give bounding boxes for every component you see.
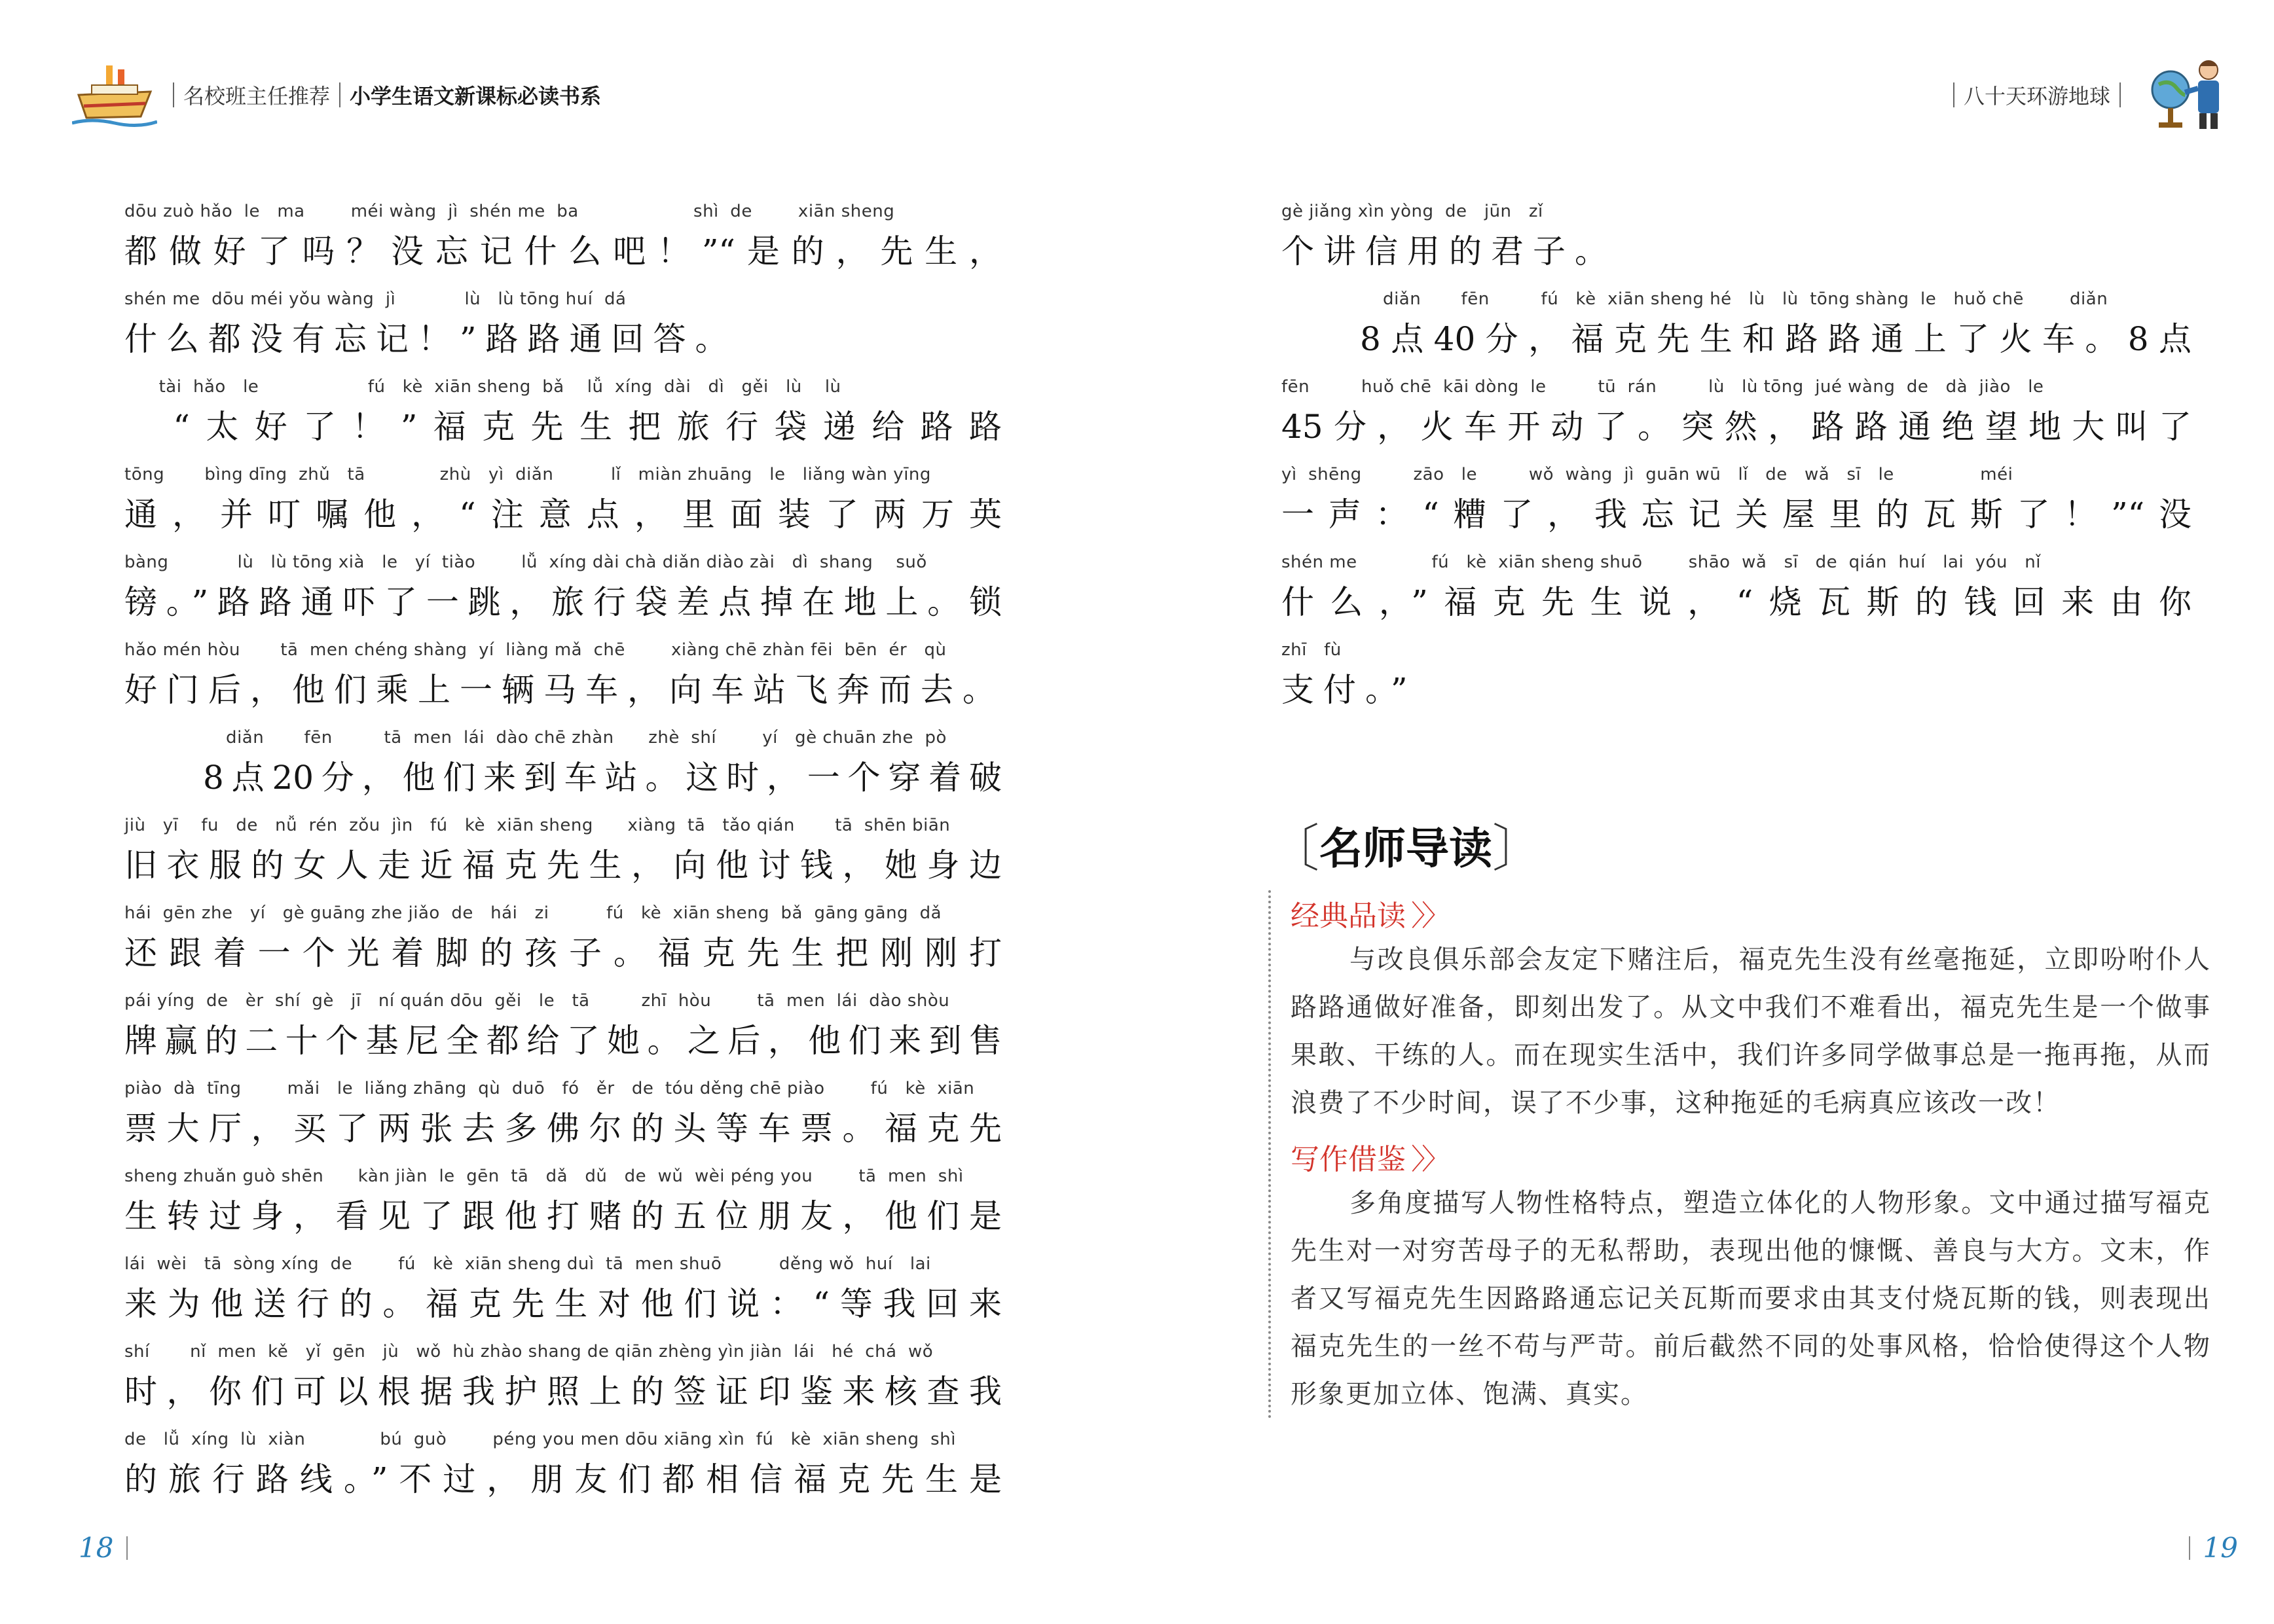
series-label: 小学生语文新课标必读书系 bbox=[350, 84, 602, 109]
hanzi-row: 都做好了吗？没忘记什么吧！”“是的，先生， bbox=[124, 232, 1002, 270]
hanzi-row: 8点20分，他们来到车站。这时，一个穿着破 bbox=[203, 759, 1002, 797]
pinyin-row: diǎn fēn fú kè xiān sheng hé lù lù tōng shàng le huǒ chē diǎn bbox=[1360, 289, 2108, 309]
classic-reading-paragraph: 与改良俱乐部会友定下赌注后，福克先生没有丝毫拖延，立即吩咐仆人路路通做好准备，即刻出发了。从文中我们不难看出，福克先生是一个做事果敢、干练的人。而在现实生活中，我们许多同学做事总是一拖再拖，从而浪费了不少时间，误了不少事，这种拖延的毛病真应该改一改！ bbox=[1291, 945, 2211, 1118]
text-line bbox=[1281, 547, 2191, 635]
book-title-label: 八十天环游地球 bbox=[1963, 84, 2110, 109]
pinyin-row: shén me fú kè xiān sheng shuō shāo wǎ sī de qián huí lai yóu nǐ bbox=[1281, 552, 2041, 572]
hanzi-row: 票大厅，买了两张去多佛尔的头等车票。福克先 bbox=[124, 1110, 1002, 1147]
guide-title bbox=[1268, 812, 2211, 877]
hanzi-row: 还跟着一个光着脚的孩子。福克先生把刚刚打 bbox=[124, 934, 1002, 972]
text-line bbox=[1281, 372, 2191, 460]
hanzi-row: 来为他送行的。福克先生对他们说：“等我回来 bbox=[124, 1285, 1002, 1323]
ship-logo-icon bbox=[72, 59, 157, 131]
page-number-separator bbox=[126, 1536, 128, 1560]
teacher-guide-section bbox=[1268, 812, 2211, 1425]
text-line bbox=[124, 1161, 1002, 1249]
text-line bbox=[124, 547, 1002, 635]
hanzi-row: “太好了！”福克先生把旅行袋递给路路 bbox=[124, 408, 1002, 446]
text-line bbox=[124, 635, 1002, 723]
writing-reference-paragraph: 多角度描写人物性格特点，塑造立体化的人物形象。文中通过描写福克先生对一对穷苦母子的无私帮助，表现出他的慷慨、善良与大方。文末，作者又写福克先生因路路通忘记关瓦斯而要求由其支付烧瓦斯的钱，则表现出福克先生的一丝不苟与严苛。前后截然不同的处事风格，恰恰使得这个人物形象更加立体、饱满、真实。 bbox=[1291, 1188, 2211, 1409]
right-bracket-icon: 〕 bbox=[1492, 820, 1544, 878]
page-number-value: 18 bbox=[79, 1532, 114, 1564]
pinyin-row: jiù yī fu de nǚ rén zǒu jìn fú kè xiān sheng xiàng tā tǎo qián tā shēn biān bbox=[124, 816, 951, 835]
text-line bbox=[1281, 196, 2191, 284]
hanzi-row: 什么都没有忘记！”路路通回答。 bbox=[124, 320, 737, 358]
left-bracket-icon: 〔 bbox=[1268, 820, 1320, 878]
pinyin-row: hǎo mén hòu tā men chéng shàng yí liàng mǎ chē xiàng chē zhàn fēi bēn ér qù bbox=[124, 640, 947, 660]
pinyin-row: hái gēn zhe yí gè guāng zhe jiǎo de hái zi fú kè xiān sheng bǎ gāng gāng dǎ bbox=[124, 903, 942, 923]
hanzi-row: 一声：“糟了，我忘记关屋里的瓦斯了！”“没 bbox=[1281, 496, 2191, 533]
hanzi-row: 生转过身，看见了跟他打赌的五位朋友，他们是 bbox=[124, 1197, 1002, 1235]
text-line bbox=[124, 1424, 1002, 1512]
text-line bbox=[124, 1074, 1002, 1161]
page-number-separator bbox=[2189, 1536, 2190, 1560]
text-line bbox=[124, 1249, 1002, 1337]
text-line bbox=[124, 1337, 1002, 1424]
header-separator bbox=[173, 82, 174, 107]
text-line bbox=[124, 284, 1002, 372]
hanzi-row: 镑。”路路通吓了一跳，旅行袋差点掉在地上。锁 bbox=[124, 583, 1002, 621]
classic-reading-label: 经典品读 bbox=[1291, 899, 1406, 933]
right-header bbox=[1944, 52, 2235, 137]
text-line bbox=[124, 898, 1002, 986]
header-separator bbox=[339, 82, 340, 107]
text-line bbox=[124, 986, 1002, 1074]
pinyin-row: sheng zhuǎn guò shēn kàn jiàn le gēn tā dǎ dǔ de wǔ wèi péng you tā men shì bbox=[124, 1166, 964, 1186]
text-line bbox=[1281, 460, 2191, 547]
pinyin-row: tài hǎo le fú kè xiān sheng bǎ lǚ xíng dài dì gěi lù lù bbox=[124, 377, 841, 397]
left-text-body bbox=[124, 196, 1002, 1512]
hanzi-row: 45分，火车开动了。突然，路路通绝望地大叫了 bbox=[1281, 408, 2191, 446]
pinyin-row: piào dà tīng mǎi le liǎng zhāng qù duō fó ěr de tóu děng chē piào fú kè xiān bbox=[124, 1079, 975, 1098]
text-line bbox=[1281, 284, 2191, 372]
pinyin-row: zhī fù bbox=[1281, 640, 1342, 660]
series-title bbox=[164, 80, 601, 110]
left-header bbox=[72, 52, 601, 137]
globe-figure-icon bbox=[2143, 56, 2235, 134]
double-chevron-icon: 〉〉 bbox=[1411, 1143, 1446, 1176]
header-separator bbox=[2119, 82, 2121, 107]
pinyin-row: lái wèi tā sòng xíng de fú kè xiān sheng duì tā men shuō děng wǒ huí lai bbox=[124, 1254, 931, 1274]
pinyin-row: de lǚ xíng lù xiàn bú guò péng you men dōu xiāng xìn fú kè xiān sheng shì bbox=[124, 1430, 956, 1449]
pinyin-row: tōng bìng dīng zhǔ tā zhù yì diǎn lǐ miàn zhuāng le liǎng wàn yīng bbox=[124, 465, 931, 484]
text-line bbox=[124, 372, 1002, 460]
guide-title-text: 名师导读 bbox=[1319, 822, 1493, 874]
pinyin-row: yì shēng zāo le wǒ wàng jì guān wū lǐ de wǎ sī le méi bbox=[1281, 465, 2013, 484]
hanzi-row: 支付。” bbox=[1281, 671, 1417, 709]
pinyin-row: pái yíng de èr shí gè jī ní quán dōu gěi le tā zhī hòu tā men lái dào shòu bbox=[124, 991, 950, 1011]
pinyin-row: dōu zuò hǎo le ma méi wàng jì shén me ba shì de xiān sheng bbox=[124, 202, 895, 221]
pinyin-row: bàng lù lù tōng xià le yí tiào lǚ xíng dài chà diǎn diào zài dì shang suǒ bbox=[124, 552, 927, 572]
hanzi-row: 个讲信用的君子。 bbox=[1281, 232, 1617, 270]
hanzi-row: 旧衣服的女人走近福克先生，向他讨钱，她身边 bbox=[124, 846, 1002, 884]
pinyin-row: gè jiǎng xìn yòng de jūn zǐ bbox=[1281, 202, 1543, 221]
hanzi-row: 8点40分，福克先生和路路通上了火车。8点 bbox=[1360, 320, 2191, 358]
text-line bbox=[124, 810, 1002, 898]
hanzi-row: 什么，”福克先生说，“烧瓦斯的钱回来由你 bbox=[1281, 583, 2191, 621]
hanzi-row: 的旅行路线。”不过，朋友们都相信福克先生是 bbox=[124, 1460, 1002, 1498]
hanzi-row: 通，并叮嘱他，“注意点，里面装了两万英 bbox=[124, 496, 1002, 533]
classic-reading-heading bbox=[1291, 890, 2211, 936]
right-text-body bbox=[1281, 196, 2191, 723]
pinyin-row: fēn huǒ chē kāi dòng le tū rán lù lù tōng jué wàng de dà jiào le bbox=[1281, 377, 2044, 397]
writing-reference-label: 写作借鉴 bbox=[1291, 1143, 1406, 1176]
writing-reference-heading bbox=[1291, 1134, 2211, 1180]
page-number-left bbox=[79, 1532, 141, 1564]
pinyin-row: diǎn fēn tā men lái dào chē zhàn zhè shí yí gè chuān zhe pò bbox=[203, 728, 947, 748]
hanzi-row: 时，你们可以根据我护照上的签证印鉴来核查我 bbox=[124, 1373, 1002, 1411]
pinyin-row: shén me dōu méi yǒu wàng jì lù lù tōng huí dá bbox=[124, 289, 627, 309]
guide-body bbox=[1268, 890, 2211, 1418]
text-line bbox=[124, 723, 1002, 810]
page-number-right bbox=[2176, 1532, 2238, 1564]
recommend-label: 名校班主任推荐 bbox=[183, 84, 331, 109]
double-chevron-icon: 〉〉 bbox=[1411, 899, 1446, 933]
hanzi-row: 牌赢的二十个基尼全都给了她。之后，他们来到售 bbox=[124, 1022, 1002, 1060]
text-line bbox=[1281, 635, 2191, 723]
book-title-header bbox=[1944, 80, 2130, 110]
page-number-value: 19 bbox=[2203, 1532, 2238, 1564]
right-page bbox=[1137, 0, 2274, 1624]
header-separator bbox=[1953, 82, 1954, 107]
hanzi-row: 好门后，他们乘上一辆马车，向车站飞奔而去。 bbox=[124, 671, 1004, 709]
pinyin-row: shí nǐ men kě yǐ gēn jù wǒ hù zhào shang de qiān zhèng yìn jiàn lái hé chá wǒ bbox=[124, 1342, 934, 1362]
text-line bbox=[124, 196, 1002, 284]
text-line bbox=[124, 460, 1002, 547]
